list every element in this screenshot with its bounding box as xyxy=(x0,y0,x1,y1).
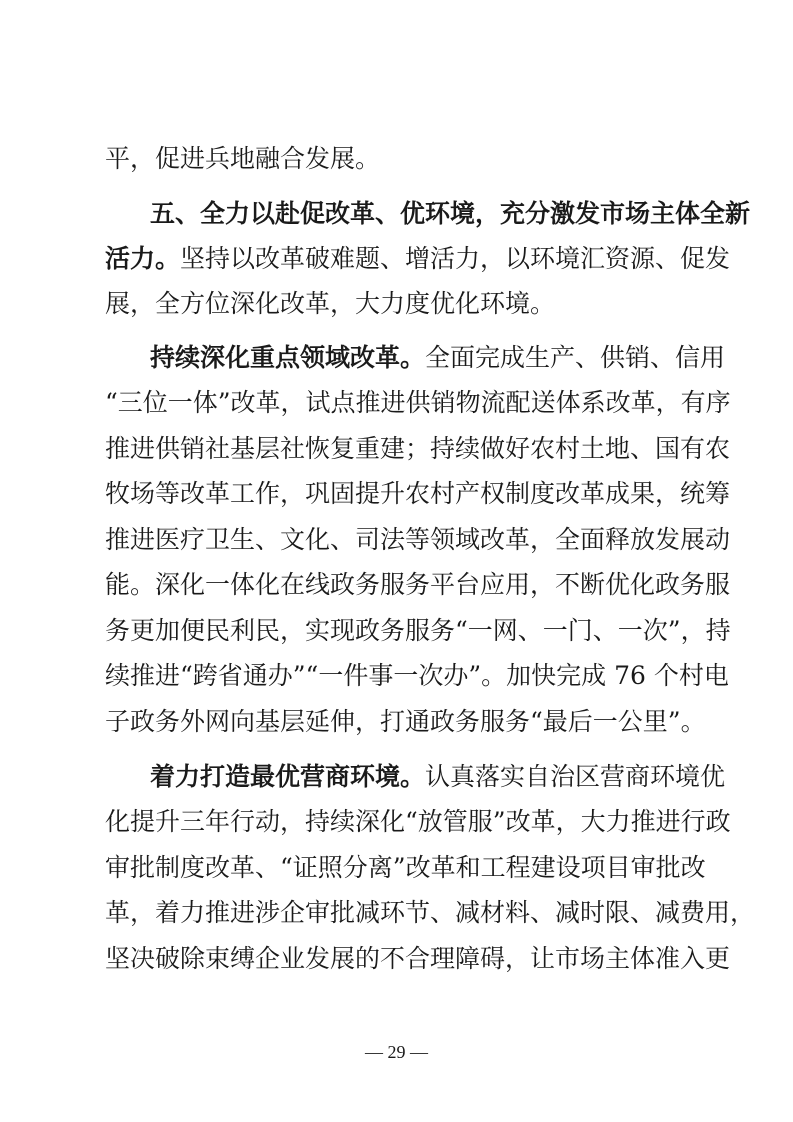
text-line xyxy=(105,237,731,281)
text-run: 坚决破除束缚企业发展的不合理障碍，让市场主体准入更 xyxy=(105,944,731,973)
text-line xyxy=(105,891,756,935)
text-line xyxy=(150,336,726,380)
text-run: 革，着力推进涉企审批减环节、减材料、减时限、减费用， xyxy=(105,898,756,927)
text-line xyxy=(105,381,731,425)
text-line xyxy=(150,755,726,799)
text-line xyxy=(105,654,729,698)
text-run: 能。深化一体化在线政务服务平台应用，不断优化政务服 xyxy=(105,570,731,599)
text-run: 全面完成生产、供销、信用 xyxy=(425,343,726,372)
text-run: 坚持以改革破难题、增活力，以环境汇资源、促发 xyxy=(180,244,731,273)
text-run: 子政务外网向基层延伸，打通政务服务“最后一公里”。 xyxy=(105,707,706,736)
text-run: 推进医疗卫生、文化、司法等领域改革，全面释放发展动 xyxy=(105,525,731,554)
text-line xyxy=(105,472,731,516)
text-run: 务更加便民利民，实现政务服务“一网、一门、一次”，持 xyxy=(105,616,731,645)
text-run: 认真落实自治区营商环境优 xyxy=(425,762,726,791)
text-line xyxy=(105,700,706,744)
text-run: “三位一体”改革，试点推进供销物流配送体系改革，有序 xyxy=(105,388,731,417)
text-line xyxy=(105,137,695,181)
text-line xyxy=(105,937,731,981)
text-run: 平，促进兵地融合发展。 xyxy=(105,144,381,173)
text-run: 推进供销社基层社恢复重建；持续做好农村土地、国有农 xyxy=(105,434,731,463)
text-line xyxy=(105,609,731,653)
text-run: 续推进“跨省通办”“一件事一次办”。加快完成 76 个村电 xyxy=(105,661,729,690)
section-heading: 活力。 xyxy=(105,244,181,273)
paragraph-lead: 着力打造最优营商环境。 xyxy=(150,762,426,791)
text-run: 展，全方位深化改革，大力度优化环境。 xyxy=(105,289,556,318)
text-run: 化提升三年行动，持续深化“放管服”改革，大力推进行政 xyxy=(105,807,731,836)
page-number: — 29 — xyxy=(365,1042,428,1062)
text-line xyxy=(105,563,731,607)
text-run: 牧场等改革工作，巩固提升农村产权制度改革成果，统筹 xyxy=(105,479,731,508)
text-line xyxy=(105,427,731,471)
section-heading-line xyxy=(150,192,751,236)
text-line xyxy=(105,282,695,326)
text-line xyxy=(105,800,731,844)
paragraph-lead: 持续深化重点领域改革。 xyxy=(150,343,426,372)
text-run: 审批制度改革、“证照分离”改革和工程建设项目审批改 xyxy=(105,853,706,882)
section-heading: 五、全力以赴促改革、优环境，充分激发市场主体全新 xyxy=(150,199,751,228)
text-line xyxy=(105,846,706,890)
text-line xyxy=(105,518,731,562)
